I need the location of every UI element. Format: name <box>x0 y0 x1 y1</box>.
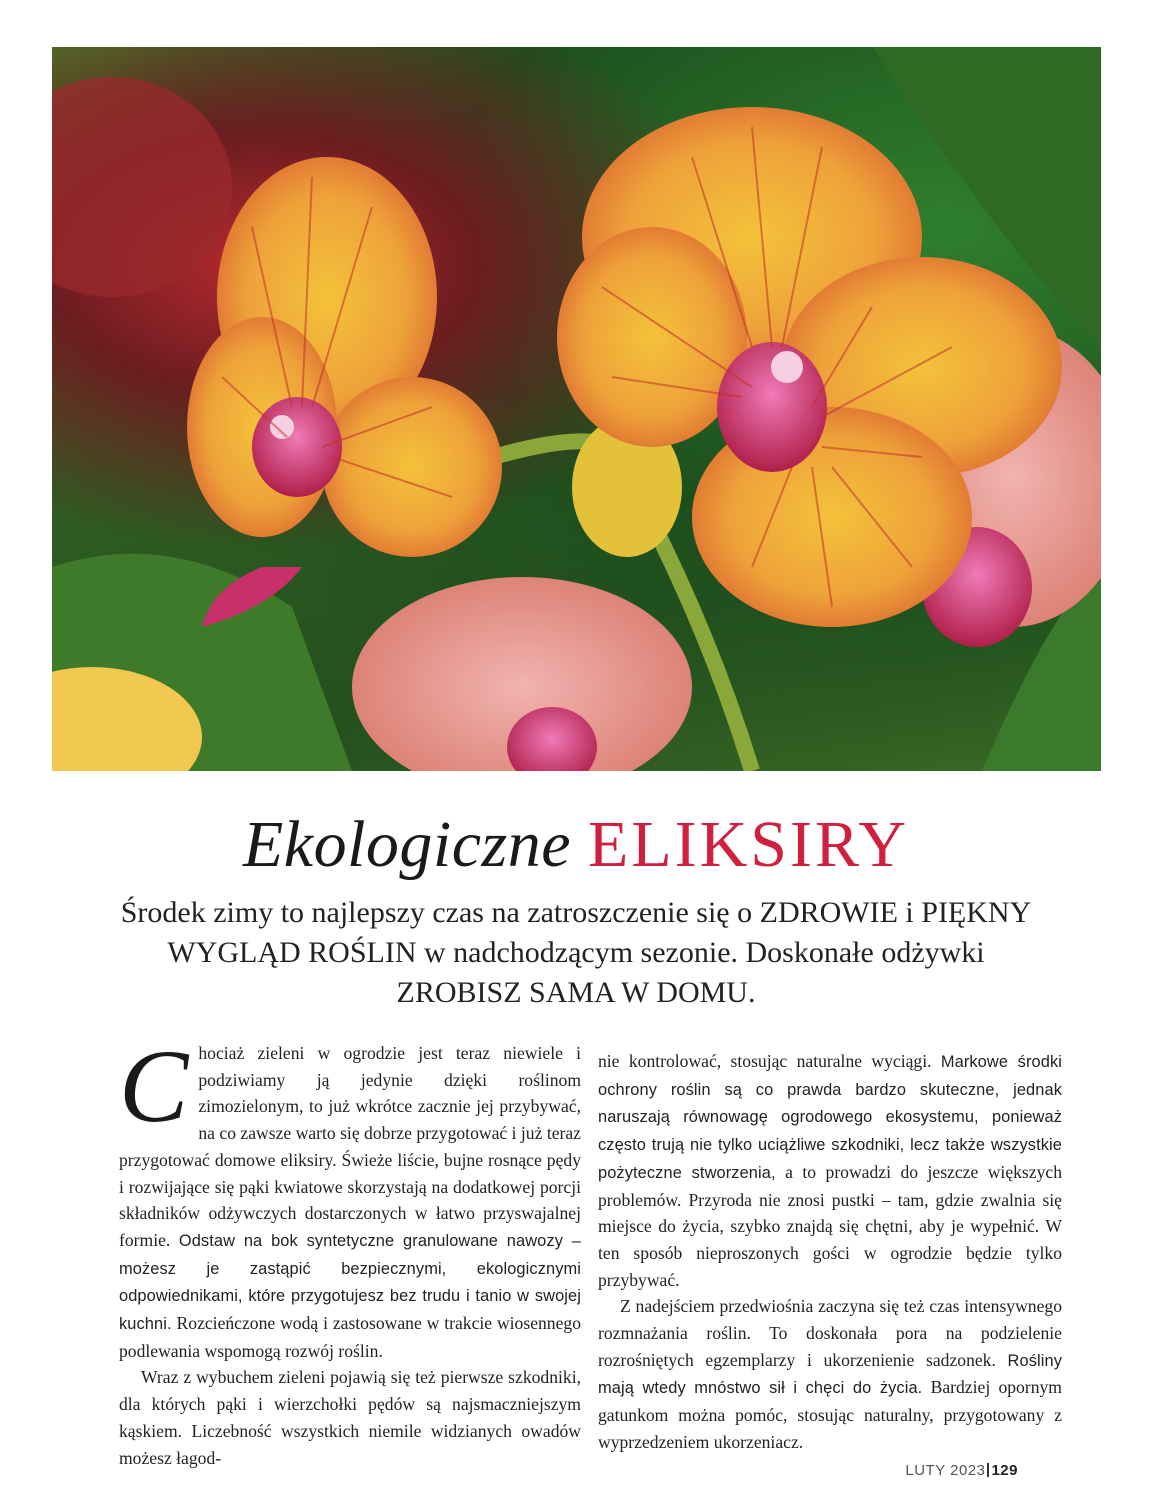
body-column-right <box>598 1048 1062 1456</box>
orchid-illustration <box>52 47 1101 771</box>
issue-label: LUTY 2023 <box>905 1462 986 1479</box>
text-run: a to prowadzi do jeszcze większych problemów. Przyroda nie znosi pustki – tam, gdzie zwalnia się miejsce do życia, szybko znajdą się chętni, aby je wypełnić. W ten sposób nieproszonych gości w ogrodzie będzie tylko przybywać. <box>598 1161 1062 1290</box>
paragraph <box>598 1293 1062 1455</box>
footer-divider <box>987 1463 989 1477</box>
text-run: Z nadejściem przedwiośnia zaczyna się też czas intensywnego rozmnażania roślin. To doskonała pora na podzielenie rozrośniętych egzemplarzy i ukorzenienie sadzonek. <box>598 1296 1062 1370</box>
text-run: Bardziej opornym gatunkom można pomóc, stosując naturalny, przygotowany z wyprzedzeniem ukorzeniacz. <box>598 1377 1062 1452</box>
drop-cap: C <box>119 1029 189 1144</box>
paragraph <box>119 1029 582 1364</box>
text-run-sans: Rośliny mają wtedy mnóstwo sił i chęci do życia. <box>598 1351 1062 1398</box>
body-column-left <box>119 1029 582 1471</box>
page-footer <box>905 1462 1018 1479</box>
article-lead: Środek zimy to najlepszy czas na zatroszczenie się o ZDROWIE i PIĘKNY WYGLĄD ROŚLIN w nadchodzącym sezonie. Doskonałe odżywki ZROBISZ SAMA W DOMU. <box>120 896 1032 1009</box>
hero-photo-orchids <box>52 47 1101 771</box>
paragraph: Wraz z wybuchem zieleni pojawią się też pierwsze szkodniki, dla których pąki i wierzchołki pędów są najsmaczniejszym kąskiem. Liczebność wszystkich niemile widzianych owadów możesz łagod- <box>119 1367 581 1468</box>
text-run: hociaż zieleni w ogrodzie jest teraz niewiele i podziwiamy ją jedynie dzięki roślinom zimozielonym, to już wkrótce zacznie jej przybywać, na co zawsze warto się dobrze przygotować i już teraz przygotować domowe eliksiry. Świeże liście, bujne rosnące pędy i rozwijające się pąki kwiatowe skorzystają na dodatkowej porcji składników odżywczych dostarczonych w łatwo przyswajalnej formie. <box>119 1043 581 1250</box>
title-italic: Ekologiczne <box>242 808 572 881</box>
page-number: 129 <box>991 1462 1018 1479</box>
paragraph <box>598 1048 1062 1293</box>
text-run: nie kontrolować, stosując naturalne wyciągi. <box>598 1051 932 1071</box>
title-accent: ELIKSIRY <box>588 808 910 881</box>
text-run-sans: Markowe środki ochrony roślin są co prawda bardzo skuteczne, jednak naruszają równowagę ogrodowego ekosystemu, ponieważ często trują nie tylko uciążliwe szkodniki, lecz także wszystkie pożyteczne stworzenia, <box>598 1053 1062 1182</box>
text-run-sans: Odstaw na bok syntetyczne granulowane nawozy – możesz je zastąpić bezpiecznymi, ekologicznymi odpowiednikami, które przygotujesz bez trudu i tanio w swojej kuchni. <box>119 1231 582 1334</box>
text-run: Rozcieńczone wodą i zastosowane w trakcie wiosennego podlewania wspomogą rozwój roślin. <box>119 1313 581 1361</box>
article-title <box>0 800 1152 890</box>
